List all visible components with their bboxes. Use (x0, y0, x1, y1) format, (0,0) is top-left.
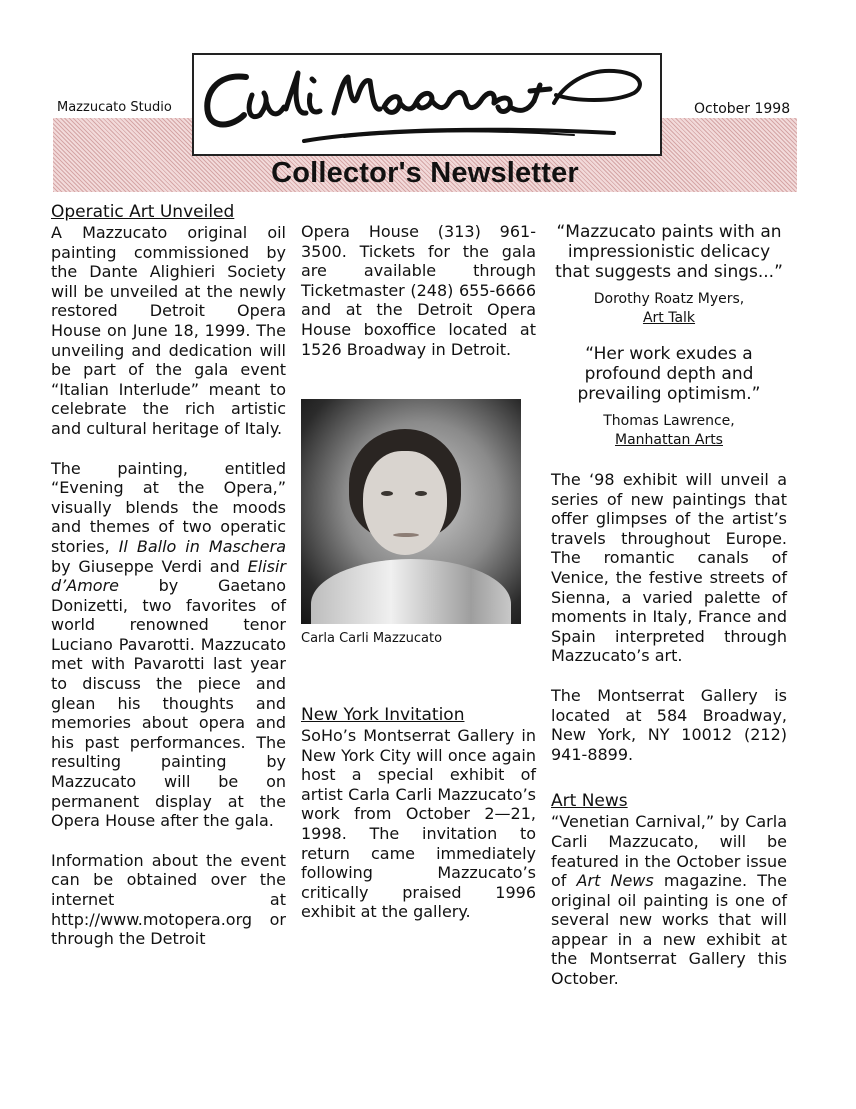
studio-name: Mazzucato Studio (57, 100, 172, 115)
article-paragraph (51, 459, 286, 831)
photo-caption: Carla Carli Mazzucato (301, 631, 443, 646)
photo-shoulders (311, 559, 511, 624)
article-paragraph: The ‘98 exhibit will unveil a series of new paintings that offer glimpses of the artist’s travels throughout Europe. The romantic canals of Venice, the festive streets of Sienna, a varied palette of moments in Italy, France and Spain interpreted through Mazzucato’s art. (551, 470, 787, 666)
text-run: “Venetian Carnival,” by Carla Carli Mazzucato, will be featured in the October issue of (551, 812, 787, 891)
photo-mouth (393, 533, 419, 537)
artist-portrait-photo (301, 399, 521, 624)
quote-author: Dorothy Roatz Myers, (593, 291, 745, 307)
article-paragraph: Information about the event can be obtained over the internet at http://www.motopera.org or through the Detroit (51, 850, 286, 949)
issue-date: October 1998 (694, 101, 791, 117)
article-paragraph: Opera House (313) 961-3500. Tickets for the gala are available through Ticketmaster (248) 655-6666 and at the Detroit Opera House boxoffice located at 1526 Broadway in Detroit. (301, 222, 536, 359)
photo-face (363, 451, 447, 555)
spacer (51, 439, 286, 459)
review-quote: “Her work exudes a profound depth and prevailing optimism.” (577, 344, 761, 404)
spacer (551, 764, 787, 790)
spacer (551, 666, 787, 686)
quote-publication: Art Talk (642, 310, 696, 326)
text-run: by Giuseppe Verdi and (51, 556, 248, 576)
article-paragraph: The Montserrat Gallery is located at 584 Broadway, New York, NY 10012 (212) 941-8899. (551, 685, 787, 764)
spacer (551, 450, 787, 470)
spacer (51, 831, 286, 851)
photo-eye (381, 491, 393, 496)
review-quote: “Mazzucato paints with an impressionistic delicacy that suggests and sings...” (555, 222, 783, 282)
opera-title: Elisir d’Amore (51, 556, 286, 596)
article-heading-operatic-art: Operatic Art Unveiled (51, 202, 235, 222)
spacer (551, 328, 787, 344)
quote-publication: Manhattan Arts (615, 432, 723, 448)
quote-attribution (551, 290, 787, 328)
column-1 (51, 201, 286, 949)
article-paragraph: A Mazzucato original oil painting commissioned by the Dante Alighieri Society will be unveiled at the newly restored Detroit Opera House on June 18, 1999. The unveiling and dedication will be part of the gala event “Italian Interlude” meant to celebrate the rich artistic and cultural heritage of Italy. (51, 223, 286, 438)
magazine-title: Art News (576, 871, 654, 891)
article-paragraph: SoHo’s Montserrat Gallery in New York City will once again host a special exhibit of artist Carla Carli Mazzucato’s work from October 2—21, 1998. The invitation to return came immediately following Mazzucato’s critically praised 1996 exhibit at the gallery. (301, 726, 536, 922)
opera-title: Il Ballo in Maschera (118, 536, 286, 556)
column-2-lower (301, 704, 536, 922)
article-heading-new-york: New York Invitation (301, 705, 465, 725)
newsletter-title: Collector's Newsletter (271, 157, 579, 189)
article-heading-art-news: Art News (551, 791, 628, 812)
quote-author: Thomas Lawrence, (603, 413, 735, 429)
article-paragraph (551, 812, 787, 988)
column-3 (551, 222, 787, 989)
text-run: by Gaetano Donizetti, two favorites of world renowned tenor Luciano Pavarotti. Mazzucato met with Pavarotti last year to discuss the piece and glean his thoughts and memories about opera and his past performances. The resulting painting by Mazzucato will be on permanent display at the Opera House after the gala. (51, 576, 286, 831)
signature-scribble (194, 55, 660, 154)
text-run: The painting, entitled “Evening at the Opera,” visually blends the moods and themes of two operatic stories, (51, 458, 286, 556)
photo-eye (415, 491, 427, 496)
column-2 (301, 222, 536, 359)
signature-logo (192, 53, 662, 156)
text-run: magazine. The original oil painting is one of several new works that will appear in a new exhibit at the Montserrat Gallery this October. (551, 871, 787, 989)
quote-attribution (551, 412, 787, 450)
